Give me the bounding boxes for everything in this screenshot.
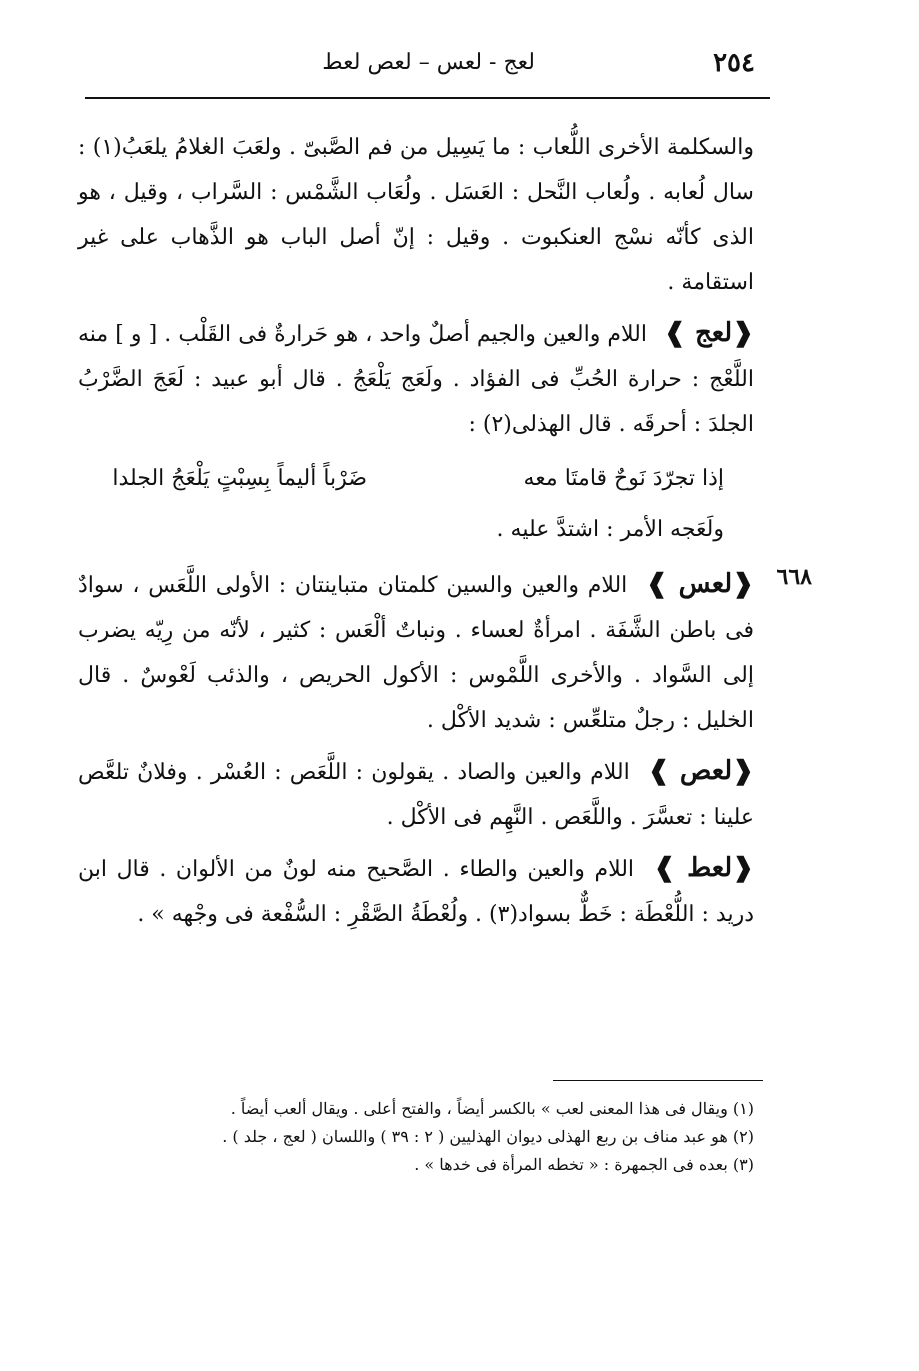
footnote-rule (553, 1080, 763, 1081)
verse-line (78, 453, 754, 505)
footnote: (١) ويقال فى هذا المعنى لعب » بالكسر أيضاً ، والفتح أعلى . ويقال ألعب أيضاً . (230, 1099, 754, 1118)
header-rule (85, 97, 770, 99)
headword: ❰ لعج ❱ (664, 318, 754, 348)
entry-text: اللام والعين والسين كلمتان متباينتان : الأولى اللَّعَس ، سوادٌ فى باطن الشَّفَة . امرأةٌ لعساء . ونباتٌ ألْعَس : كثير ، لأنّه من رِيّه يضرب إلى السَّواد . والأخرى اللَّمْوس : الأكول الحريص ، والذئب لَعْوسٌ . قال الخليل : رجلٌ متلعِّس : شديد الأكْل . (78, 573, 754, 733)
running-header (85, 48, 755, 92)
headword: ❰ لعس ❱ (646, 569, 754, 599)
entry-las-sad (78, 749, 754, 840)
page-number: ٢٥٤ (713, 48, 755, 78)
footnote: (٣) بعده فى الجمهرة : « تخطه المرأة فى خدها » . (414, 1155, 754, 1174)
entry-las (78, 562, 812, 743)
verse-hemistich-2: ضَرْباً أليماً بِسِبْتٍ يَلْعَجُ الجلدا (112, 466, 367, 491)
footnote: (٢) هو عبد مناف بن ربع الهذلى ديوان الهذليين ( ٢ : ٣٩ ) واللسان ( لعج ، جلد ) . (222, 1127, 754, 1146)
page-body (78, 125, 812, 943)
headword: ❰ لعط ❱ (654, 853, 754, 883)
entry-text: اللام والعين والجيم أصلٌ واحد ، هو حَرارةٌ فى القَلْب . [ و ] منه اللَّعْج : حرارة الحُبِّ فى الفؤاد . ولَعَج يَلْعَجُ . قال أبو عبيد : لَعَجَ الضَّرْبُ الجلدَ : أحرقَه . قال الهذلى(٢) : (78, 322, 754, 437)
footnotes (78, 1095, 754, 1179)
intro-paragraph: والسكلمة الأخرى اللُّعاب : ما يَسِيل من فم الصَّبىّ . ولعَبَ الغلامُ يلعَبُ(١) : سال لُعابه . ولُعاب النَّحل : العَسَل . ولُعَاب الشَّمْس : السَّراب ، وقيل ، هو الذى كأنّه نسْج العنكبوت . وقيل : إنّ أصل الباب هو الذَّهاب على غير استقامة . (78, 135, 754, 295)
entry-laj (78, 311, 754, 552)
verse-hemistich-1: إذا تجرّدَ نَوحٌ قامتَا معه (523, 466, 724, 491)
entry-lat (78, 846, 754, 937)
margin-number: ٦٦٨ (776, 564, 812, 590)
entry-text: اللام والعين والصاد . يقولون : اللَّعَص : العُسْر . وفلانٌ تلعَّص علينا : تعسَّرَ . واللَّعَص . النَّهِم فى الأكْل . (78, 760, 754, 830)
headword: ❰ لعص ❱ (648, 756, 754, 786)
entry-text: اللام والعين والطاء . الصَّحيح منه لونٌ من الألوان . قال ابن دريد : اللُّعْطَة : خَطٌّ بسواد(٣) . ولُعْطَةُ الصَّقْرِ : السُّفْعة فى وجْهه » . (78, 857, 754, 927)
running-title: لعج - لعس – لعص لعط (322, 50, 535, 75)
entry-text-after-verse: ولَعَجه الأمر : اشتدَّ عليه . (496, 517, 724, 542)
